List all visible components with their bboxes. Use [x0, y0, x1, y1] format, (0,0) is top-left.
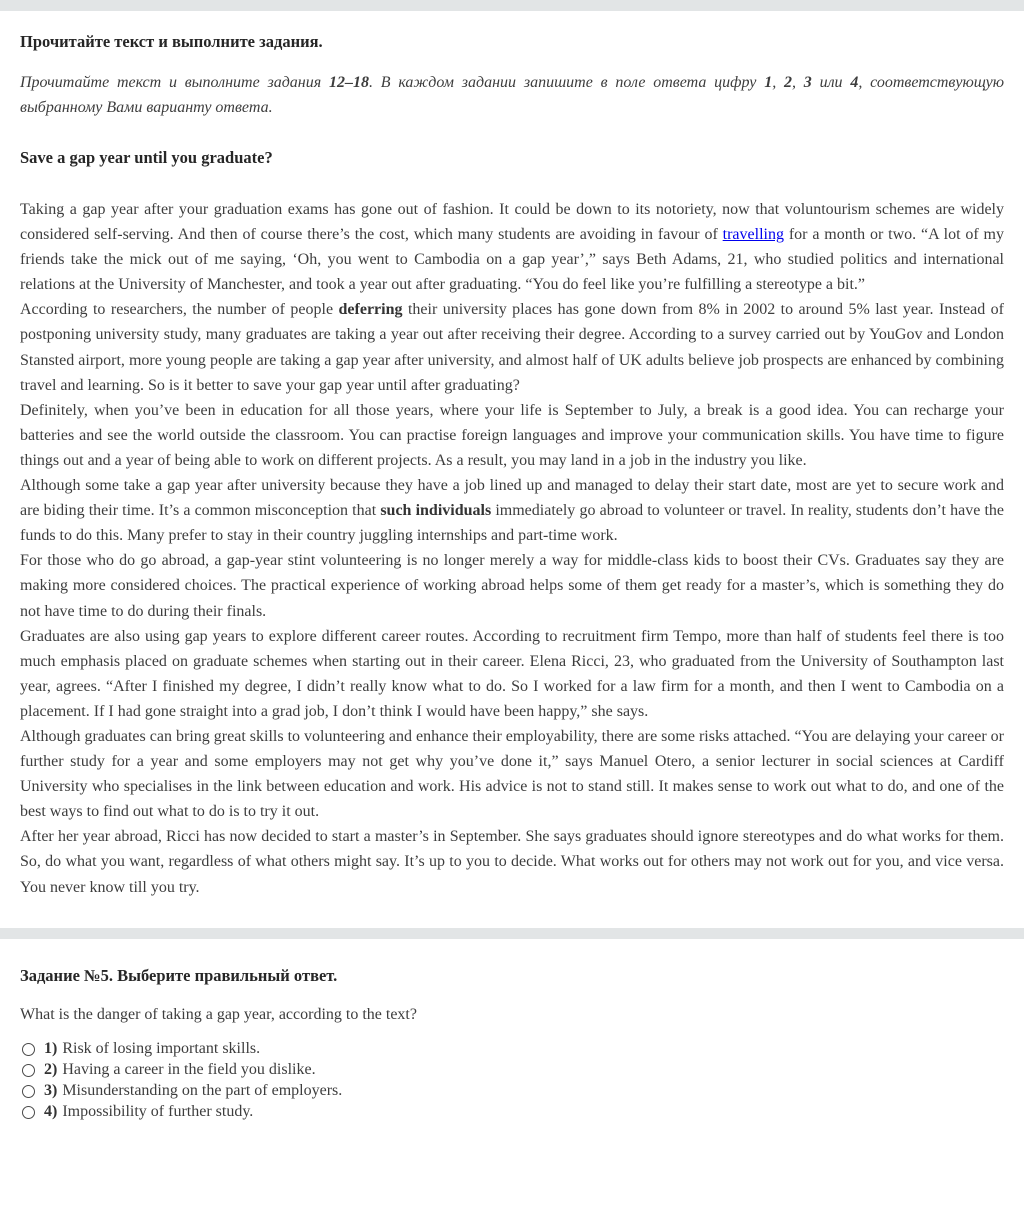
- option-number: 2): [44, 1061, 58, 1079]
- option-label: Misunderstanding on the part of employers.: [62, 1082, 343, 1100]
- article-paragraph: [20, 197, 1004, 297]
- bold-text-run: 1: [764, 74, 773, 91]
- article-paragraph: [20, 398, 1004, 473]
- option-radio-2[interactable]: [22, 1064, 35, 1077]
- article-paragraph: [20, 824, 1004, 899]
- text-run: ,: [791, 74, 804, 91]
- text-run: Прочитайте текст и выполните задания: [20, 74, 329, 91]
- article-body: [20, 197, 1004, 900]
- option-label: Having a career in the field you dislike.: [62, 1061, 316, 1079]
- article-paragraph: [20, 297, 1004, 397]
- option-number: 1): [44, 1040, 58, 1058]
- bold-text-run: 3: [803, 74, 812, 91]
- text-run: или: [811, 74, 851, 91]
- instruction-title: Прочитайте текст и выполните задания.: [20, 32, 323, 51]
- text-run: ,: [772, 74, 784, 91]
- option-label: Risk of losing important skills.: [62, 1040, 261, 1058]
- text-run: After her year abroad, Ricci has now decided to start a master’s in September. She says graduates should ignore stereotypes and do what works for them. So, do what you want, regardless of what others might say. It’s up to you to decide. What works out for others may not work out for you, and vice versa. You never know till you try.: [20, 828, 1004, 896]
- text-run: For those who do go abroad, a gap-year stint volunteering is no longer merely a way for middle-class kids to boost their CVs. Graduates say they are making more considered choices. The practical experience of working abroad helps some of them get ready for a master’s, which is something they do not have time to do during their finals.: [20, 552, 1004, 620]
- text-run: Definitely, when you’ve been in education for all those years, where your life is September to July, a break is a good idea. You can recharge your batteries and see the world outside the classroom. You can practise foreign languages and improve your communication skills. You have time to figure things out and a year of being able to work on different projects. As a result, you may land in a job in the industry you like.: [20, 401, 1004, 469]
- text-run: Taking a gap year after your graduation exams has gone out of fashion. It could be down to its notoriety, now that voluntourism schemes are widely considered self-serving. And then of course there’s the cost, which many students are avoiding in favour of: [20, 201, 1004, 244]
- bold-text-run: 12–18: [328, 74, 369, 91]
- answer-option-3[interactable]: [20, 1081, 1004, 1102]
- task-heading: Задание №5. Выберите правильный ответ.: [20, 965, 338, 985]
- task-instructions: [20, 70, 1004, 120]
- text-run: for a month or two. “A lot of my friends take the mick out of me saying, ‘Oh, you went to Cambodia on a gap year’,” says Beth Adams, 21, who studied politics and international relations at the University of Manchester, and took a year out after graduating. “You do feel like you’re fulfilling a stereotype a bit.”: [20, 226, 1004, 294]
- option-radio-4[interactable]: [22, 1106, 35, 1119]
- bold-text-run: 4: [850, 74, 859, 91]
- article-title: Save a gap year until you graduate?: [20, 148, 273, 167]
- option-radio-1[interactable]: [22, 1043, 35, 1056]
- option-label: Impossibility of further study.: [62, 1103, 254, 1121]
- article-paragraph: [20, 724, 1004, 824]
- article-paragraph: [20, 624, 1004, 724]
- text-run: , соответствующую выбранному Вами варианту ответа.: [20, 74, 1005, 116]
- text-run: Although graduates can bring great skills to volunteering and enhance their employability, there are some risks attached. “You are delaying your career or further study for a year and some employers may not get why you’ve done it,” says Manuel Otero, a senior lecturer in social sciences at Cardiff University who specialises in the link between education and work. His advice is not to stand still. It makes sense to work out what to do, and one of the best ways to find out what to do is to try it out.: [20, 727, 1004, 821]
- option-number: 4): [44, 1103, 58, 1121]
- text-run: immediately go abroad to volunteer or travel. In reality, students don’t have the funds to do this. Many prefer to stay in their country juggling internships and part-time work.: [20, 502, 1004, 545]
- text-run: . В каждом задании запишите в поле ответа цифру: [368, 74, 765, 91]
- answer-option-1[interactable]: [20, 1039, 1004, 1060]
- article-paragraph: [20, 473, 1004, 548]
- answer-option-2[interactable]: [20, 1060, 1004, 1081]
- bold-text-run: deferring: [338, 301, 403, 319]
- answer-options: [20, 1039, 1004, 1123]
- travelling-link[interactable]: travelling: [722, 226, 784, 244]
- text-run: Graduates are also using gap years to explore different career routes. According to recruitment firm Tempo, more than half of students feel there is too much emphasis placed on graduate schemes when starting out in their career. Elena Ricci, 23, who graduated from the University of Southampton last year, agrees. “After I finished my degree, I didn’t really know what to do. So I worked for a law firm for a month, and then I went to Cambodia on a placement. If I had gone straight into a grad job, I don’t think I would have been happy,” she says.: [20, 627, 1004, 720]
- top-divider-bar: [0, 0, 1024, 11]
- text-run: According to researchers, the number of people: [20, 301, 339, 319]
- bold-text-run: such individuals: [380, 502, 492, 520]
- text-run: their university places has gone down from 8% in 2002 to around 5% last year. Instead of postponing university study, many graduates are taking a year out after receiving their degree. According to a survey carried out by YouGov and London Stansted airport, more young people are taking a gap year after university, and almost half of UK adults believe job prospects are enhanced by combining travel and learning. So is it better to save your gap year until after graduating?: [20, 301, 1004, 394]
- article-paragraph: [20, 548, 1004, 623]
- bold-text-run: 2: [783, 74, 792, 91]
- text-run: Although some take a gap year after university because they have a job lined up and managed to delay their start date, most are yet to secure work and are biding their time. It’s a common misconception that: [20, 477, 1004, 520]
- option-radio-3[interactable]: [22, 1085, 35, 1098]
- question-text: What is the danger of taking a gap year, according to the text?: [20, 1005, 417, 1023]
- section-divider-bar: [0, 928, 1024, 939]
- answer-option-4[interactable]: [20, 1102, 1004, 1123]
- option-number: 3): [44, 1082, 58, 1100]
